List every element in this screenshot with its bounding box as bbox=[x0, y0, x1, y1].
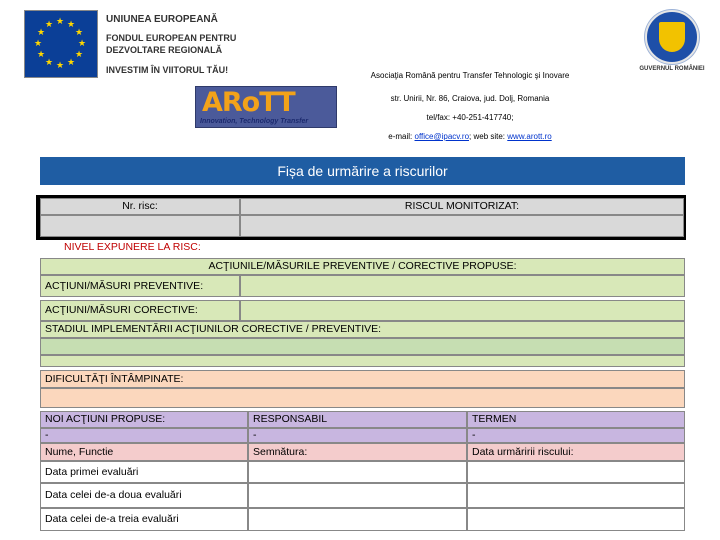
eu-line: DEZVOLTARE REGIONALĂ bbox=[106, 45, 223, 55]
deadline-label: TERMEN bbox=[467, 411, 685, 428]
difficulties-label: DIFICULTĂŢI ÎNTÂMPINATE: bbox=[40, 370, 685, 388]
star-icon: ★ bbox=[75, 49, 84, 59]
star-icon: ★ bbox=[45, 57, 54, 67]
star-icon: ★ bbox=[37, 49, 46, 59]
star-icon: ★ bbox=[78, 38, 87, 48]
star-icon: ★ bbox=[67, 19, 76, 29]
new-actions-label: NOI ACŢIUNI PROPUSE: bbox=[40, 411, 248, 428]
second-evaluation-signature-field[interactable] bbox=[248, 483, 467, 508]
arott-logo bbox=[195, 86, 337, 128]
eu-flag-logo bbox=[24, 10, 98, 78]
signature-label: Semnătura: bbox=[248, 443, 467, 461]
coat-of-arms-icon bbox=[659, 22, 685, 52]
difficulties-field[interactable] bbox=[40, 388, 685, 408]
second-evaluation-label: Data celei de-a doua evaluări bbox=[40, 483, 248, 508]
exposure-level-label: NIVEL EXPUNERE LA RISC: bbox=[36, 240, 686, 257]
eu-line: INVESTIM ÎN VIITORUL TĂU! bbox=[106, 65, 229, 75]
website-link[interactable]: www.arott.ro bbox=[507, 132, 552, 141]
email-label: e-mail: bbox=[388, 132, 413, 141]
eu-line: UNIUNEA EUROPEANĂ bbox=[106, 14, 218, 25]
eu-logo-text bbox=[106, 14, 236, 76]
star-icon: ★ bbox=[56, 16, 65, 26]
risk-number-label: Nr. risc: bbox=[40, 198, 240, 215]
monitored-risk-field[interactable] bbox=[240, 215, 684, 237]
star-icon: ★ bbox=[34, 38, 43, 48]
eu-line: FONDUL EUROPEAN PENTRU bbox=[106, 33, 237, 43]
org-name: Asociaţia Română pentru Transfer Tehnologic şi Inovare bbox=[370, 71, 570, 80]
implementation-status-field-2[interactable] bbox=[40, 355, 685, 367]
implementation-status-field[interactable] bbox=[40, 338, 685, 355]
web-label: ; web site: bbox=[469, 132, 506, 141]
preventive-actions-field[interactable] bbox=[240, 275, 685, 297]
email-link[interactable]: office@ipacv.ro bbox=[414, 132, 470, 141]
star-icon: ★ bbox=[37, 27, 46, 37]
corrective-actions-field[interactable] bbox=[240, 300, 685, 321]
tracking-date-label: Data urmăririi riscului: bbox=[467, 443, 685, 461]
star-icon: ★ bbox=[67, 57, 76, 67]
third-evaluation-date-field[interactable] bbox=[467, 508, 685, 531]
org-address: str. Unirii, Nr. 86, Craiova, jud. Dolj, Romania bbox=[390, 94, 550, 103]
star-icon: ★ bbox=[45, 19, 54, 29]
government-seal-logo bbox=[645, 10, 699, 64]
star-icon: ★ bbox=[56, 60, 65, 70]
corrective-actions-label: ACŢIUNI/MĂSURI CORECTIVE: bbox=[40, 300, 240, 321]
proposed-actions-header: ACŢIUNILE/MĂSURILE PREVENTIVE / CORECTIVE PROPUSE: bbox=[40, 258, 685, 275]
implementation-status-label: STADIUL IMPLEMENTĂRII ACŢIUNILOR CORECTIVE / PREVENTIVE: bbox=[40, 321, 685, 338]
first-evaluation-signature-field[interactable] bbox=[248, 461, 467, 483]
second-evaluation-date-field[interactable] bbox=[467, 483, 685, 508]
first-evaluation-date-field[interactable] bbox=[467, 461, 685, 483]
deadline-field[interactable]: - bbox=[467, 428, 685, 443]
new-actions-field[interactable]: - bbox=[40, 428, 248, 443]
org-phone: tel/fax: +40-251-417740; bbox=[426, 113, 514, 122]
first-evaluation-label: Data primei evaluări bbox=[40, 461, 248, 483]
risk-number-field[interactable] bbox=[40, 215, 240, 237]
third-evaluation-label: Data celei de-a treia evaluări bbox=[40, 508, 248, 531]
responsible-label: RESPONSABIL bbox=[248, 411, 467, 428]
star-icon: ★ bbox=[75, 27, 84, 37]
name-function-label: Nume, Functie bbox=[40, 443, 248, 461]
arott-tagline: Innovation, Technology Transfer bbox=[200, 118, 309, 125]
third-evaluation-signature-field[interactable] bbox=[248, 508, 467, 531]
preventive-actions-label: ACŢIUNI/MĂSURI PREVENTIVE: bbox=[40, 275, 240, 297]
government-caption: GUVERNUL ROMÂNIEI bbox=[639, 66, 705, 72]
form-title: Fișa de urmărire a riscurilor bbox=[40, 157, 685, 185]
arott-logo-text: ARoTT bbox=[202, 87, 295, 118]
responsible-field[interactable]: - bbox=[248, 428, 467, 443]
monitored-risk-label: RISCUL MONITORIZAT: bbox=[240, 198, 684, 215]
org-contact-line bbox=[330, 132, 610, 141]
